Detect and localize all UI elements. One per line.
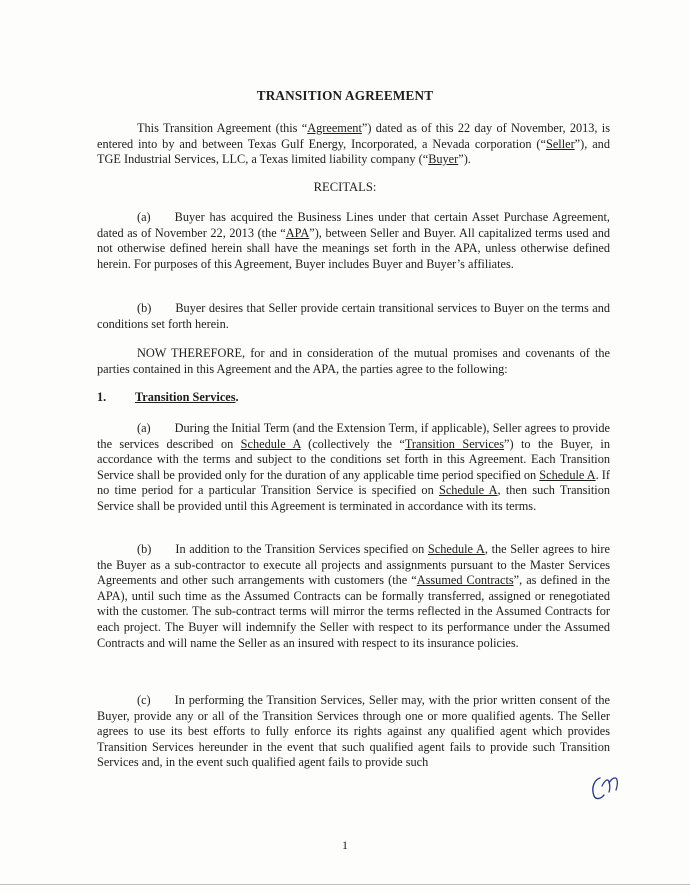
apa-defined-term: APA xyxy=(285,225,310,240)
recital-b-paragraph xyxy=(97,301,610,332)
section-1-number: 1. xyxy=(97,390,107,404)
recital-a-paragraph xyxy=(97,210,610,272)
recital-b-label: (b) xyxy=(137,301,152,315)
intro-paragraph xyxy=(97,121,610,168)
section-1c-paragraph xyxy=(97,693,610,771)
section-1b-text-3: ”, as defined in the APA), until such time as the Assumed Contracts can be formally transferred, assigned or renegotiated with the customer. The sub-contract terms will mirror the terms reflected in the Assumed Contracts for each project. The Buyer will indemnify the Seller with respect to its performance under the Assumed Contracts and will name the Seller as an insured with respect to its insurance policies. xyxy=(97,573,610,650)
section-1a-text-2: (collectively the “ xyxy=(300,436,405,451)
transition-services-defined-term: Transition Services xyxy=(404,436,505,451)
section-1-title: Transition Services xyxy=(135,390,236,404)
section-1a-paragraph xyxy=(97,421,610,515)
section-1-heading xyxy=(97,390,239,405)
now-therefore-text: NOW THEREFORE, for and in consideration of the mutual promises and covenants of the parties contained in this Agreement and the APA, the parties agree to the following: xyxy=(97,346,610,376)
schedule-a-reference: Schedule A xyxy=(240,436,301,451)
section-1b-label: (b) xyxy=(137,542,152,556)
section-1a-text-5: , then such Transition Service shall be provided until this Agreement is terminated in accordance with its terms. xyxy=(97,483,611,513)
intro-text-1: This Transition Agreement (this “ xyxy=(137,121,308,135)
recital-a-label: (a) xyxy=(137,210,151,224)
section-1a-text-3: ”) to the Buyer, in accordance with the terms and subject to the conditions set forth in this Agreement. Each Transition Service shall be provided only for the duration of any applicable time period specified on xyxy=(97,436,610,482)
section-1c-label: (c) xyxy=(137,693,151,707)
section-1-period: . xyxy=(235,390,239,404)
intro-text-4: ”). xyxy=(458,152,471,167)
section-1b-text-2: , the Seller agrees to hire the Buyer as a sub-contractor to execute all projects and assignments pursuant to the Master Services Agreements and other such arrangements with customers (the “ xyxy=(97,542,610,588)
section-1b-paragraph xyxy=(97,542,610,651)
agreement-defined-term: Agreement xyxy=(307,121,362,135)
recitals-heading: RECITALS: xyxy=(313,180,377,194)
handwritten-initials xyxy=(588,772,624,802)
schedule-a-reference: Schedule A xyxy=(539,467,596,482)
section-1a-text-1: During the Initial Term (and the Extension Term, if applicable), Seller agrees to provide the services described on xyxy=(97,421,610,451)
recital-a-text-2: ”), between Seller and Buyer. All capitalized terms used and not otherwise defined herein shall have the meanings set forth in the APA, unless otherwise defined herein. For purposes of this Agreement, Buyer includes Buyer and Buyer’s affiliates. xyxy=(97,225,610,271)
schedule-a-reference: Schedule A xyxy=(427,542,485,556)
intro-text-3: ”), and TGE Industrial Services, LLC, a Texas limited liability company (“ xyxy=(97,136,610,167)
intro-text-2: ”) dated as of this 22 day of November, 2013, is entered into by and between Texas Gulf Energy, Incorporated, a Nevada corporation (“ xyxy=(97,121,610,151)
document-title: TRANSITION AGREEMENT xyxy=(256,88,434,103)
page-bottom-edge xyxy=(0,884,690,885)
section-1b-text-1: In addition to the Transition Services specified on xyxy=(175,542,428,556)
section-1a-label: (a) xyxy=(137,421,151,435)
buyer-defined-term: Buyer xyxy=(428,152,459,167)
schedule-a-reference: Schedule A xyxy=(439,483,498,498)
seller-defined-term: Seller xyxy=(545,136,575,151)
recital-a-text-1: Buyer has acquired the Business Lines under that certain Asset Purchase Agreement, dated as of November 22, 2013 (the “ xyxy=(97,210,610,240)
section-1a-text-4: . If no time period for a particular Transition Service is specified on xyxy=(97,467,610,498)
page-number: 1 xyxy=(342,838,348,852)
assumed-contracts-defined-term: Assumed Contracts xyxy=(416,573,514,588)
now-therefore-paragraph xyxy=(97,346,610,377)
section-1c-text: In performing the Transition Services, Seller may, with the prior written consent of the Buyer, provide any or all of the Transition Services through one or more qualified agents. The Seller agrees to use its best efforts to fully enforce its rights against any qualified agent which provides Transition Services hereunder in the event that such qualified agent fails to provide such Transition Services and, in the event such qualified agent fails to provide such xyxy=(97,693,610,770)
recital-b-text: Buyer desires that Seller provide certain transitional services to Buyer on the terms and conditions set forth herein. xyxy=(97,301,610,331)
